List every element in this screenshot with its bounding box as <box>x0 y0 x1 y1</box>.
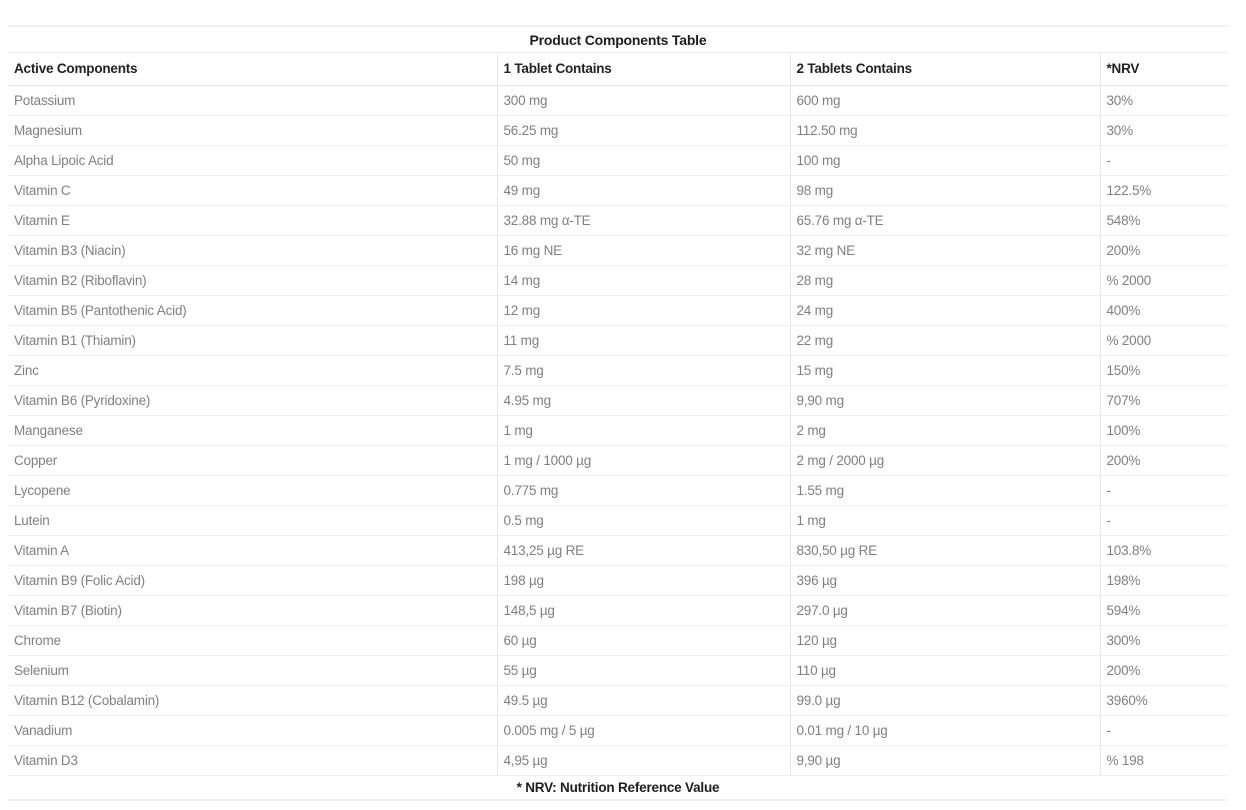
cell-two-tablets: 100 mg <box>790 145 1100 175</box>
cell-active-component: Vitamin B7 (Biotin) <box>8 595 497 625</box>
cell-two-tablets: 99.0 µg <box>790 685 1100 715</box>
cell-two-tablets: 1 mg <box>790 505 1100 535</box>
table-row <box>8 565 1228 595</box>
cell-one-tablet: 4.95 mg <box>497 385 790 415</box>
cell-active-component: Vitamin B12 (Cobalamin) <box>8 685 497 715</box>
table-header <box>8 53 1228 85</box>
cell-two-tablets: 28 mg <box>790 265 1100 295</box>
cell-nrv: 3960% <box>1100 685 1228 715</box>
table-row <box>8 505 1228 535</box>
table-footnote: * NRV: Nutrition Reference Value <box>516 779 720 795</box>
cell-two-tablets: 1.55 mg <box>790 475 1100 505</box>
table-row <box>8 265 1228 295</box>
cell-two-tablets: 110 µg <box>790 655 1100 685</box>
table-row <box>8 325 1228 355</box>
table-row <box>8 745 1228 775</box>
cell-one-tablet: 1 mg / 1000 µg <box>497 445 790 475</box>
cell-active-component: Lutein <box>8 505 497 535</box>
cell-two-tablets: 9,90 mg <box>790 385 1100 415</box>
cell-two-tablets: 9,90 µg <box>790 745 1100 775</box>
cell-two-tablets: 15 mg <box>790 355 1100 385</box>
cell-active-component: Vitamin B3 (Niacin) <box>8 235 497 265</box>
table-header-row <box>8 53 1228 85</box>
cell-nrv: 300% <box>1100 625 1228 655</box>
cell-nrv: 122.5% <box>1100 175 1228 205</box>
cell-nrv: % 2000 <box>1100 325 1228 355</box>
cell-two-tablets: 830,50 µg RE <box>790 535 1100 565</box>
cell-one-tablet: 56.25 mg <box>497 115 790 145</box>
cell-one-tablet: 50 mg <box>497 145 790 175</box>
cell-nrv: % 198 <box>1100 745 1228 775</box>
cell-one-tablet: 55 µg <box>497 655 790 685</box>
cell-nrv: - <box>1100 145 1228 175</box>
cell-active-component: Zinc <box>8 355 497 385</box>
cell-two-tablets: 297.0 µg <box>790 595 1100 625</box>
cell-nrv: 200% <box>1100 235 1228 265</box>
cell-two-tablets: 120 µg <box>790 625 1100 655</box>
cell-one-tablet: 11 mg <box>497 325 790 355</box>
cell-active-component: Vitamin B1 (Thiamin) <box>8 325 497 355</box>
col-header-nrv: *NRV <box>1100 53 1228 85</box>
cell-nrv: 400% <box>1100 295 1228 325</box>
cell-active-component: Lycopene <box>8 475 497 505</box>
table-row <box>8 115 1228 145</box>
table-row <box>8 715 1228 745</box>
cell-one-tablet: 4,95 µg <box>497 745 790 775</box>
cell-two-tablets: 24 mg <box>790 295 1100 325</box>
cell-nrv: - <box>1100 715 1228 745</box>
cell-one-tablet: 60 µg <box>497 625 790 655</box>
cell-active-component: Vitamin C <box>8 175 497 205</box>
cell-nrv: 103.8% <box>1100 535 1228 565</box>
cell-two-tablets: 396 µg <box>790 565 1100 595</box>
cell-one-tablet: 1 mg <box>497 415 790 445</box>
cell-one-tablet: 198 µg <box>497 565 790 595</box>
components-table <box>8 53 1228 776</box>
cell-two-tablets: 112.50 mg <box>790 115 1100 145</box>
table-row <box>8 175 1228 205</box>
col-header-two-tablets: 2 Tablets Contains <box>790 53 1100 85</box>
table-row <box>8 295 1228 325</box>
cell-one-tablet: 14 mg <box>497 265 790 295</box>
table-row <box>8 655 1228 685</box>
cell-active-component: Vitamin B5 (Pantothenic Acid) <box>8 295 497 325</box>
cell-one-tablet: 7.5 mg <box>497 355 790 385</box>
cell-nrv: - <box>1100 505 1228 535</box>
cell-two-tablets: 32 mg NE <box>790 235 1100 265</box>
cell-active-component: Potassium <box>8 85 497 115</box>
table-row <box>8 625 1228 655</box>
cell-active-component: Copper <box>8 445 497 475</box>
cell-one-tablet: 49.5 µg <box>497 685 790 715</box>
cell-one-tablet: 148,5 µg <box>497 595 790 625</box>
cell-active-component: Selenium <box>8 655 497 685</box>
table-body <box>8 85 1228 775</box>
cell-one-tablet: 49 mg <box>497 175 790 205</box>
cell-one-tablet: 12 mg <box>497 295 790 325</box>
table-row <box>8 685 1228 715</box>
cell-nrv: 548% <box>1100 205 1228 235</box>
table-row <box>8 415 1228 445</box>
cell-nrv: 100% <box>1100 415 1228 445</box>
cell-nrv: % 2000 <box>1100 265 1228 295</box>
table-title-row <box>8 25 1228 53</box>
cell-one-tablet: 413,25 µg RE <box>497 535 790 565</box>
cell-active-component: Vanadium <box>8 715 497 745</box>
cell-two-tablets: 98 mg <box>790 175 1100 205</box>
table-title: Product Components Table <box>529 31 707 48</box>
cell-one-tablet: 0.775 mg <box>497 475 790 505</box>
cell-active-component: Vitamin B6 (Pyridoxine) <box>8 385 497 415</box>
product-components-table <box>8 25 1228 801</box>
cell-nrv: 198% <box>1100 565 1228 595</box>
cell-active-component: Vitamin E <box>8 205 497 235</box>
cell-active-component: Vitamin A <box>8 535 497 565</box>
cell-nrv: 707% <box>1100 385 1228 415</box>
cell-active-component: Vitamin D3 <box>8 745 497 775</box>
cell-active-component: Manganese <box>8 415 497 445</box>
cell-nrv: - <box>1100 475 1228 505</box>
table-row <box>8 535 1228 565</box>
cell-active-component: Vitamin B2 (Riboflavin) <box>8 265 497 295</box>
cell-nrv: 200% <box>1100 445 1228 475</box>
table-footnote-row <box>8 776 1228 801</box>
cell-two-tablets: 22 mg <box>790 325 1100 355</box>
table-row <box>8 235 1228 265</box>
table-row <box>8 145 1228 175</box>
cell-active-component: Vitamin B9 (Folic Acid) <box>8 565 497 595</box>
cell-nrv: 30% <box>1100 85 1228 115</box>
table-row <box>8 355 1228 385</box>
cell-two-tablets: 2 mg / 2000 µg <box>790 445 1100 475</box>
cell-nrv: 200% <box>1100 655 1228 685</box>
cell-nrv: 30% <box>1100 115 1228 145</box>
table-row <box>8 475 1228 505</box>
cell-nrv: 150% <box>1100 355 1228 385</box>
table-row <box>8 205 1228 235</box>
cell-active-component: Alpha Lipoic Acid <box>8 145 497 175</box>
col-header-one-tablet: 1 Tablet Contains <box>497 53 790 85</box>
cell-two-tablets: 65.76 mg α-TE <box>790 205 1100 235</box>
cell-one-tablet: 0.5 mg <box>497 505 790 535</box>
cell-nrv: 594% <box>1100 595 1228 625</box>
table-row <box>8 85 1228 115</box>
cell-one-tablet: 16 mg NE <box>497 235 790 265</box>
table-row <box>8 385 1228 415</box>
cell-active-component: Chrome <box>8 625 497 655</box>
cell-one-tablet: 32.88 mg α-TE <box>497 205 790 235</box>
cell-two-tablets: 0.01 mg / 10 µg <box>790 715 1100 745</box>
table-row <box>8 595 1228 625</box>
col-header-active-components: Active Components <box>8 53 497 85</box>
cell-one-tablet: 300 mg <box>497 85 790 115</box>
cell-one-tablet: 0.005 mg / 5 µg <box>497 715 790 745</box>
cell-two-tablets: 2 mg <box>790 415 1100 445</box>
table-row <box>8 445 1228 475</box>
cell-active-component: Magnesium <box>8 115 497 145</box>
cell-two-tablets: 600 mg <box>790 85 1100 115</box>
